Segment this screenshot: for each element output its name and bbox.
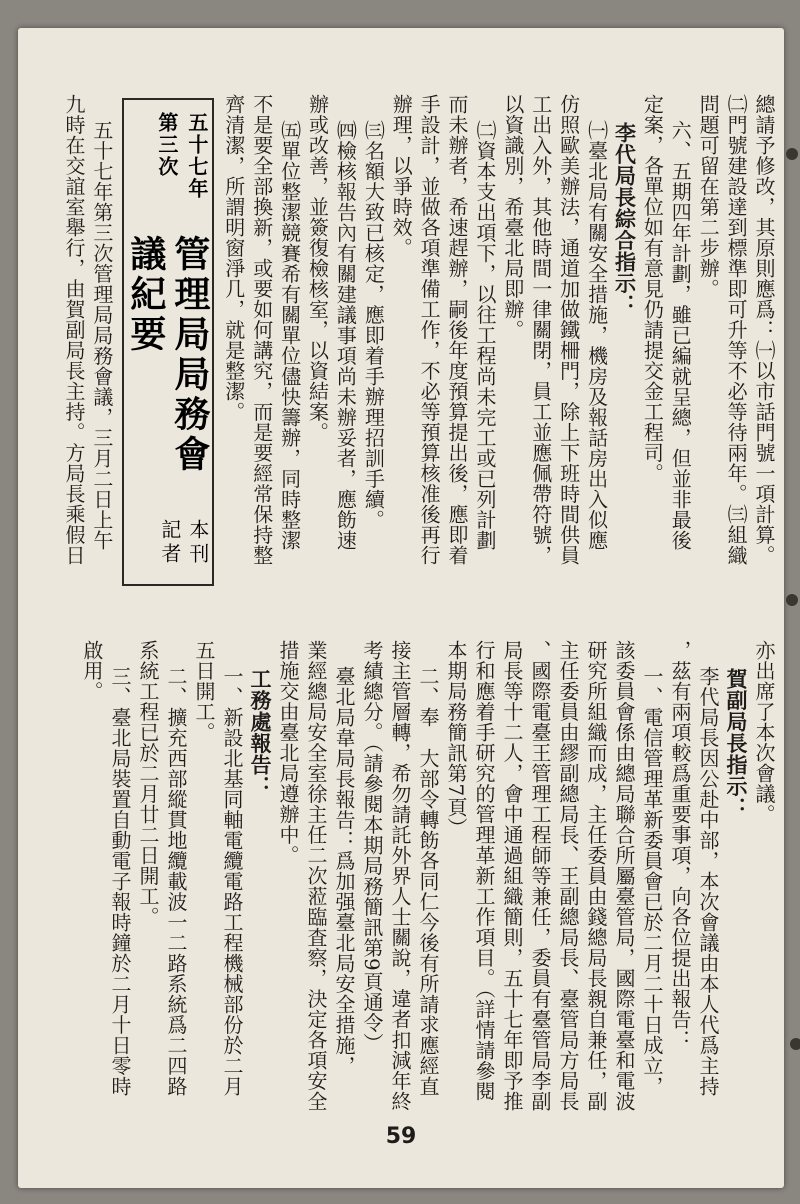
document-page bbox=[18, 28, 784, 1188]
text-column: 接主管層轉，希勿請託外界人士關說，違者扣減年終 bbox=[388, 640, 412, 1112]
text-column: 該委員會係由總局聯合所屬臺管局，國際電臺和電波 bbox=[612, 640, 636, 1112]
text-column: 總請予修改，其原則應爲：㈠以市話門號一項計算。 bbox=[752, 94, 776, 566]
text-column: 主任委員由繆副總局長、王副總局長、臺管局方局長 bbox=[556, 640, 580, 1112]
text-column: 九時在交誼室舉行，由賀副局長主持。方局長乘假日 bbox=[61, 94, 86, 566]
text-column: ㈣檢核報告內有關建議事項尚未辦妥者，應飭速 bbox=[333, 120, 358, 551]
text-column: 亦出席了本次會議。 bbox=[752, 640, 776, 825]
article-author: 本刊記者 bbox=[157, 518, 210, 567]
text-column: 不是要全部換新，或要如何講究，而是要經常保持整 bbox=[249, 94, 274, 566]
text-column: 臺北局韋局長報告：爲加强臺北局安全措施， bbox=[332, 666, 356, 1076]
text-column: 一、新設北基同軸電纜電路工程機械部份於二月 bbox=[220, 666, 244, 1097]
bottom-row bbox=[60, 640, 778, 1180]
text-column: 、國際電臺王管理工程師等兼任，委員有臺管局李副 bbox=[528, 640, 552, 1112]
text-column: 本期局務簡訊第7頁） bbox=[444, 640, 468, 838]
text-column: 一、電信管理革新委員會已於二月二十日成立， bbox=[640, 666, 664, 1097]
text-column: 局長等十二人，會中通過組織簡則，五十七年即予推 bbox=[500, 640, 524, 1112]
text-column: 研究所組織而成，主任委員由錢總局長親自兼任，副 bbox=[584, 640, 608, 1112]
text-column: 以資識別，希臺北局即辦。 bbox=[500, 94, 525, 340]
text-column: 行和應着手研究的管理革新工作項目。（詳情請參閱 bbox=[472, 640, 496, 1102]
meeting-label: 五十七年第三次 bbox=[154, 112, 209, 200]
text-column: 辦或改善，並簽復檢核室，以資結案。 bbox=[305, 94, 330, 443]
binding-hole bbox=[786, 594, 798, 606]
article-title-box bbox=[122, 98, 214, 586]
text-column: 業經總局安全室徐主任二次蒞臨査察，決定各項安全 bbox=[304, 640, 328, 1112]
section-heading: 工務處報告： bbox=[248, 668, 273, 797]
text-column: ㈢名額大致已核定，應即着手辦理招訓手續。 bbox=[361, 120, 386, 530]
binding-hole bbox=[786, 148, 798, 160]
article-title: 管理局局務會議紀要 bbox=[124, 234, 211, 475]
text-column: 手設計，並做各項準備工作，不必等預算核准後再行 bbox=[417, 94, 442, 566]
text-column: 而未辦者，希速趕辦，嗣後年度預算提出後，應即着 bbox=[445, 94, 470, 566]
text-column: 二、奉 大部令轉飭各同仁今後有所請求應經直 bbox=[416, 666, 440, 1097]
text-column: 齊清潔，所謂明窗淨几，就是整潔。 bbox=[221, 94, 246, 422]
text-column: 工出入外，其他時間一律關閉，員工並應佩帶符號， bbox=[528, 94, 553, 566]
text-column: 仿照歐美辦法，通道加做鐵柵門，除上下班時間供員 bbox=[556, 94, 581, 566]
text-column: ㈠臺北局有關安全措施，機房及報話房出入似應 bbox=[584, 120, 609, 551]
text-column: 措施交由臺北局遵辦中。 bbox=[276, 640, 300, 866]
text-column: 李代局長因公赴中部，本次會議由本人代爲主持 bbox=[696, 666, 720, 1097]
page-number: 59 bbox=[385, 1124, 417, 1149]
text-column: 五日開工。 bbox=[192, 640, 216, 743]
text-column: ㈡門號建設達到標準即可升等不必等待兩年。㈢組織 bbox=[724, 94, 749, 566]
top-row bbox=[60, 94, 778, 634]
text-column: 六、五期四年計劃，雖已編就呈總，但並非最後 bbox=[668, 120, 693, 551]
binding-hole bbox=[790, 1038, 800, 1050]
text-column: 定案，各單位如有意見仍請提交金工程司。 bbox=[640, 94, 665, 484]
text-column: 二、擴充西部縱貫地纜載波一二路系統爲二四路 bbox=[164, 666, 188, 1097]
text-column: ㈤單位整潔競賽希有關單位儘快籌辦，同時整潔 bbox=[277, 120, 302, 551]
text-column: 啟用。 bbox=[80, 640, 104, 702]
text-area bbox=[60, 94, 778, 1180]
text-column: ㈡資本支出項下，以往工程尚未完工或已列計劃 bbox=[472, 120, 497, 551]
section-heading: 賀副局長指示： bbox=[724, 668, 749, 819]
text-column: ，茲有兩項較爲重要事項，向各位提出報告： bbox=[668, 640, 692, 1050]
text-column: 系統工程已於二月廿二日開工。 bbox=[136, 640, 160, 927]
text-column: 三、臺北局裝置自動電子報時鐘於二月十日零時 bbox=[108, 666, 132, 1097]
text-column: 辦理，以爭時效。 bbox=[389, 94, 414, 258]
text-column: 考績總分。（請參閱本期局務簡訊第9頁通令） bbox=[360, 640, 384, 1054]
text-column: 五十七年第三次管理局局務會議，三月二日上午 bbox=[89, 120, 114, 551]
text-column: 問題可留在第二步辦。 bbox=[696, 94, 721, 299]
section-heading: 李代局長綜合指示： bbox=[612, 122, 638, 316]
